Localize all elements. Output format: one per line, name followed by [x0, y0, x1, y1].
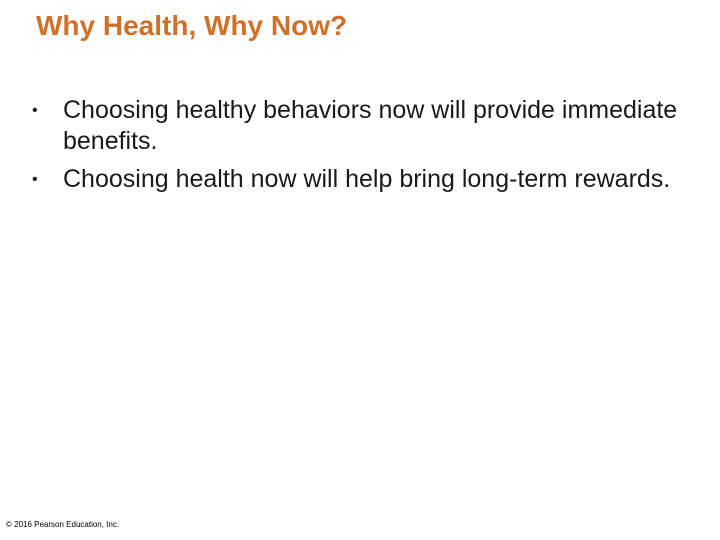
slide-title: Why Health, Why Now? [36, 10, 348, 41]
bullet-text: Choosing health now will help bring long-term rewards. [63, 165, 671, 193]
bullet-item [32, 95, 682, 157]
bullet-text: Choosing healthy behaviors now will provide immediate benefits. [63, 96, 678, 155]
copyright-footer: © 2016 Pearson Education, Inc. [6, 520, 120, 529]
bullet-icon: • [32, 102, 38, 119]
bullet-icon: • [32, 171, 38, 188]
bullet-list [32, 95, 682, 202]
bullet-item [32, 164, 682, 195]
